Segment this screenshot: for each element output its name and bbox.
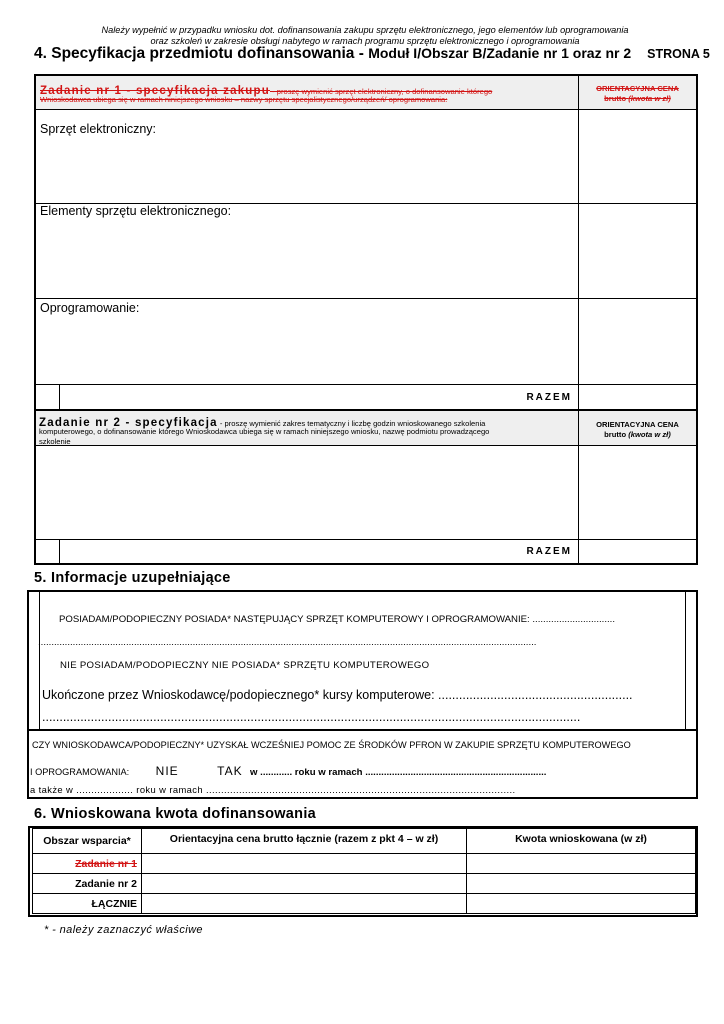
table-row — [33, 894, 696, 914]
task1-header — [34, 74, 579, 110]
section-6-title: 6. Wnioskowana kwota dofinansowania — [34, 806, 317, 822]
task1-price-label: ORIENTACYJNA CENA — [596, 84, 679, 93]
section-4-heading — [34, 45, 710, 63]
intro-line-2: oraz szkoleń w zakresie obsługi nabytego w ramach programu sprzętu elektronicznego i oprogramowania — [150, 36, 580, 46]
task1-desc-line2: Wnioskodawca ubiega się w ramach niniejszego wniosku – nazwy sprzętu specjalistycznego/urządzeń/ oprogramowania: — [40, 95, 448, 104]
section-5-title: 5. Informacje uzupełniające — [34, 570, 231, 586]
task1-row-components-label: Elementy sprzętu elektronicznego: — [40, 204, 232, 218]
task1-row-software-price[interactable] — [578, 298, 698, 385]
row-task2-label: Zadanie nr 2 — [33, 874, 142, 894]
section-5-inner-left — [29, 592, 40, 729]
row-task1-amount[interactable] — [467, 854, 696, 874]
row-task1-price[interactable] — [142, 854, 467, 874]
intro-line-1: Należy wypełnić w przypadku wniosku dot. dofinansowania zakupu sprzętu elektronicznego, jego elementów lub oprogramowania — [101, 25, 629, 35]
table-row — [33, 874, 696, 894]
task1-sum-value[interactable] — [578, 384, 698, 411]
task1-sum-spacer — [34, 384, 60, 411]
section-5-inner-right — [685, 592, 696, 729]
task1-desc: - proszę wymienić sprzęt elektroniczny, o dofinansowanie którego — [269, 87, 493, 96]
table-row — [33, 854, 696, 874]
no-equipment-line[interactable]: NIE POSIADAM/PODOPIECZNY NIE POSIADA* SPRZĘTU KOMPUTEROWEGO — [60, 660, 430, 671]
task1-price-header — [578, 74, 698, 110]
task1-row-hardware-price[interactable] — [578, 110, 698, 204]
answer-nie[interactable]: NIE — [155, 764, 179, 778]
row-total-label: ŁĄCZNIE — [33, 894, 142, 914]
task1-sum-label-cell — [59, 384, 579, 411]
task2-desc-line2: komputerowego, o dofinansowanie którego Wnioskodawca ubiega się w ramach niniejszego wniosku, nazwę podmiotu prowadzącego — [39, 427, 490, 436]
row-task2-price[interactable] — [142, 874, 467, 894]
task1-row-software-label: Oprogramowanie: — [40, 301, 140, 315]
page-number: STRONA 5 — [647, 47, 710, 61]
task1-price-unit: brutto (kwota w zł) — [604, 94, 671, 103]
task1-row-hardware[interactable] — [34, 110, 579, 204]
answer-tak[interactable]: TAK — [217, 764, 243, 778]
pfron-answer-row — [30, 762, 546, 780]
pfron-year-program[interactable]: w ............ roku w ramach .................................................................... — [250, 767, 547, 778]
row-task2-amount[interactable] — [467, 874, 696, 894]
col-area: Obszar wsparcia* — [33, 829, 142, 854]
task1-row-software[interactable] — [34, 298, 579, 385]
task2-desc: - proszę wymienić zakres tematyczny i liczbę godzin wnioskowanego szkolenia — [217, 419, 486, 428]
row-task1-label: Zadanie nr 1 — [33, 854, 142, 874]
section-4-title: 4. Specyfikacja przedmiotu dofinansowania - — [34, 45, 369, 62]
task2-sum-spacer — [34, 539, 60, 565]
col-price: Orientacyjna cena brutto łącznie (razem z pkt 4 – w zł) — [142, 829, 467, 854]
owns-equipment-line[interactable]: POSIADAM/PODOPIECZNY POSIADA* NASTĘPUJĄCY SPRZĘT KOMPUTEROWY I OPROGRAMOWANIE: ............................... — [59, 614, 616, 625]
task1-title: Zadanie nr 1 - specyfikacja zakupu — [40, 85, 270, 97]
task1-row-hardware-label: Sprzęt elektroniczny: — [40, 122, 157, 136]
owns-equipment-line-2[interactable]: ........................................................................................................................................................................................... — [38, 637, 537, 648]
pfron-answer-label: I OPROGRAMOWANIA: — [30, 767, 130, 777]
task2-desc-line3: szkolenie — [39, 437, 71, 446]
row-total-amount[interactable] — [467, 894, 696, 914]
amount-table-header — [33, 829, 696, 854]
task2-sum-label-cell — [59, 539, 579, 565]
task2-sum-value[interactable] — [578, 539, 698, 565]
task2-header — [34, 409, 579, 446]
pfron-also-line[interactable]: a także w ................... roku w ramach ....................................................................................................... — [30, 784, 516, 795]
task2-price-unit: brutto (kwota w zł) — [604, 430, 671, 439]
section-4-module: Moduł I/Obszar B/Zadanie nr 1 oraz nr 2 — [368, 45, 632, 61]
task1-row-components-price[interactable] — [578, 203, 698, 299]
courses-line-2[interactable]: ........................................................................................................................................................... — [42, 710, 581, 724]
task2-price-header — [578, 409, 698, 446]
task2-row-training-price[interactable] — [578, 445, 698, 540]
task1-row-components[interactable] — [34, 203, 579, 299]
footnote: * - należy zaznaczyć właściwe — [44, 924, 203, 936]
task2-row-training[interactable] — [34, 445, 579, 540]
task1-sum-label: RAZEM — [526, 392, 572, 403]
task2-sum-label: RAZEM — [526, 546, 572, 557]
pfron-question: CZY WNIOSKODAWCA/PODOPIECZNY* UZYSKAŁ WCZEŚNIEJ POMOC ZE ŚRODKÓW PFRON W ZAKUPIE SPRZĘTU KOMPUTEROWEGO — [32, 740, 631, 750]
row-total-price[interactable] — [142, 894, 467, 914]
col-amount: Kwota wnioskowana (w zł) — [467, 829, 696, 854]
courses-line[interactable]: Ukończone przez Wnioskodawcę/podopiecznego* kursy komputerowe: ........................................................ — [42, 688, 633, 702]
task2-price-label: ORIENTACYJNA CENA — [596, 420, 679, 429]
amount-table — [32, 828, 696, 914]
task2-title: Zadanie nr 2 - specyfikacja — [39, 417, 218, 429]
